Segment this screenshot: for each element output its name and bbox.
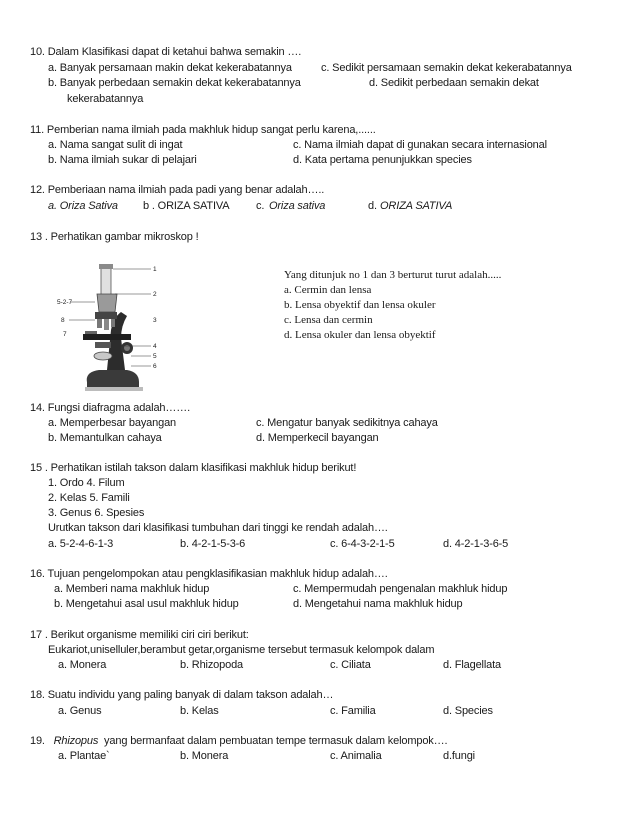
label-2: 2 xyxy=(153,291,157,298)
q12-option-c-label: c. xyxy=(256,200,265,212)
q16-option-a: a. Memberi nama makhluk hidup xyxy=(54,583,210,595)
microscope-image xyxy=(55,260,175,400)
q17-stem: 17 . Berikut organisme memiliki ciri ciri berikut: xyxy=(30,629,249,641)
q17-traits: Eukariot,uniselluler,berambut getar,organisme tersebut termasuk kelompok dalam xyxy=(48,644,435,656)
q14-option-a: a. Memperbesar bayangan xyxy=(48,417,177,429)
q12-option-d-text: ORIZA SATIVA xyxy=(380,200,453,212)
q10-option-b: b. Banyak perbedaan semakin dekat kekerabatannya xyxy=(48,77,301,89)
q15-stem: 15 . Perhatikan istilah takson dalam klasifikasi makhluk hidup berikut! xyxy=(30,462,357,474)
q15-item-3: 3. Genus 6. Spesies xyxy=(48,507,145,519)
q16-option-b: b. Mengetahui asal usul makhluk hidup xyxy=(54,598,239,610)
q17-option-a: a. Monera xyxy=(58,659,107,671)
q17-option-d: d. Flagellata xyxy=(443,659,501,671)
q18-option-d: d. Species xyxy=(443,705,493,717)
q13-option-b: b. Lensa obyektif dan lensa okuler xyxy=(284,299,436,311)
q11-option-b: b. Nama ilmiah sukar di pelajari xyxy=(48,154,197,166)
q11-option-a: a. Nama sangat sulit di ingat xyxy=(48,139,183,151)
q13-option-d: d. Lensa okuler dan lensa obyektif xyxy=(284,329,436,341)
q10-option-d-continued: kekerabatannya xyxy=(67,93,144,105)
q11-option-c: c. Nama ilmiah dapat di gunakan secara internasional xyxy=(293,139,547,151)
q17-option-b: b. Rhizopoda xyxy=(180,659,244,671)
q15-item-1: 1. Ordo 4. Filum xyxy=(48,477,125,489)
q13-option-a: a. Cermin dan lensa xyxy=(284,284,372,296)
q12-option-c-text: Oriza sativa xyxy=(269,200,326,212)
q19-stem-rest: yang bermanfaat dalam pembuatan tempe termasuk dalam kelompok…. xyxy=(104,735,448,747)
q12-option-a: a. Oriza Sativa xyxy=(48,200,118,212)
q18-option-a: a. Genus xyxy=(58,705,102,717)
label-7: 7 xyxy=(63,331,67,338)
q18-option-c: c. Familia xyxy=(330,705,376,717)
label-6: 6 xyxy=(153,363,157,370)
q15-instruction: Urutkan takson dari klasifikasi tumbuhan dari tinggi ke rendah adalah…. xyxy=(48,522,388,534)
q19-option-b: b. Monera xyxy=(180,750,229,762)
q10-option-d: d. Sedikit perbedaan semakin dekat xyxy=(369,77,539,89)
q13-question: Yang ditunjuk no 1 dan 3 berturut turut adalah..... xyxy=(284,269,502,281)
q15-option-c: c. 6-4-3-2-1-5 xyxy=(330,538,395,550)
q18-stem: 18. Suatu individu yang paling banyak di dalam takson adalah… xyxy=(30,689,334,701)
q15-option-b: b. 4-2-1-5-3-6 xyxy=(180,538,246,550)
q16-stem: 16. Tujuan pengelompokan atau pengklasifikasian makhluk hidup adalah…. xyxy=(30,568,388,580)
q12-option-b: b . ORIZA SATIVA xyxy=(143,200,230,212)
q19-option-c: c. Animalia xyxy=(330,750,382,762)
label-8: 8 xyxy=(61,317,65,324)
label-5-2-7: 5-2-7 xyxy=(57,299,73,306)
q19-number: 19. xyxy=(30,735,45,747)
q16-option-c: c. Mempermudah pengenalan makhluk hidup xyxy=(293,583,508,595)
q19-option-d: d.fungi xyxy=(443,750,475,762)
q17-option-c: c. Ciliata xyxy=(330,659,371,671)
q16-option-d: d. Mengetahui nama makhluk hidup xyxy=(293,598,463,610)
q15-option-a: a. 5-2-4-6-1-3 xyxy=(48,538,114,550)
label-1: 1 xyxy=(153,266,157,273)
q11-option-d: d. Kata pertama penunjukkan species xyxy=(293,154,472,166)
q14-option-b: b. Memantulkan cahaya xyxy=(48,432,162,444)
q11-stem: 11. Pemberian nama ilmiah pada makhluk hidup sangat perlu karena,...... xyxy=(30,124,376,136)
q13-option-c: c. Lensa dan cermin xyxy=(284,314,373,326)
q12-stem: 12. Pemberiaan nama ilmiah pada padi yang benar adalah….. xyxy=(30,184,325,196)
q14-option-c: c. Mengatur banyak sedikitnya cahaya xyxy=(256,417,438,429)
q19-stem xyxy=(30,736,447,747)
q15-option-d: d. 4-2-1-3-6-5 xyxy=(443,538,509,550)
q14-stem: 14. Fungsi diafragma adalah……. xyxy=(30,402,190,414)
q14-option-d: d. Memperkecil bayangan xyxy=(256,432,379,444)
q18-option-b: b. Kelas xyxy=(180,705,219,717)
q15-item-2: 2. Kelas 5. Famili xyxy=(48,492,130,504)
label-4: 4 xyxy=(153,343,157,350)
q10-option-c: c. Sedikit persamaan semakin dekat kekerabatannya xyxy=(321,62,572,74)
q19-option-a: a. Plantae` xyxy=(58,750,110,762)
label-3: 3 xyxy=(153,317,157,324)
label-5: 5 xyxy=(153,353,157,360)
q13-stem: 13 . Perhatikan gambar mikroskop ! xyxy=(30,231,199,243)
q12-option-d-label: d. xyxy=(368,200,377,212)
q19-genus-name: Rhizopus xyxy=(53,735,99,747)
q10-stem: 10. Dalam Klasifikasi dapat di ketahui bahwa semakin …. xyxy=(30,46,302,58)
q10-option-a: a. Banyak persamaan makin dekat kekerabatannya xyxy=(48,62,292,74)
